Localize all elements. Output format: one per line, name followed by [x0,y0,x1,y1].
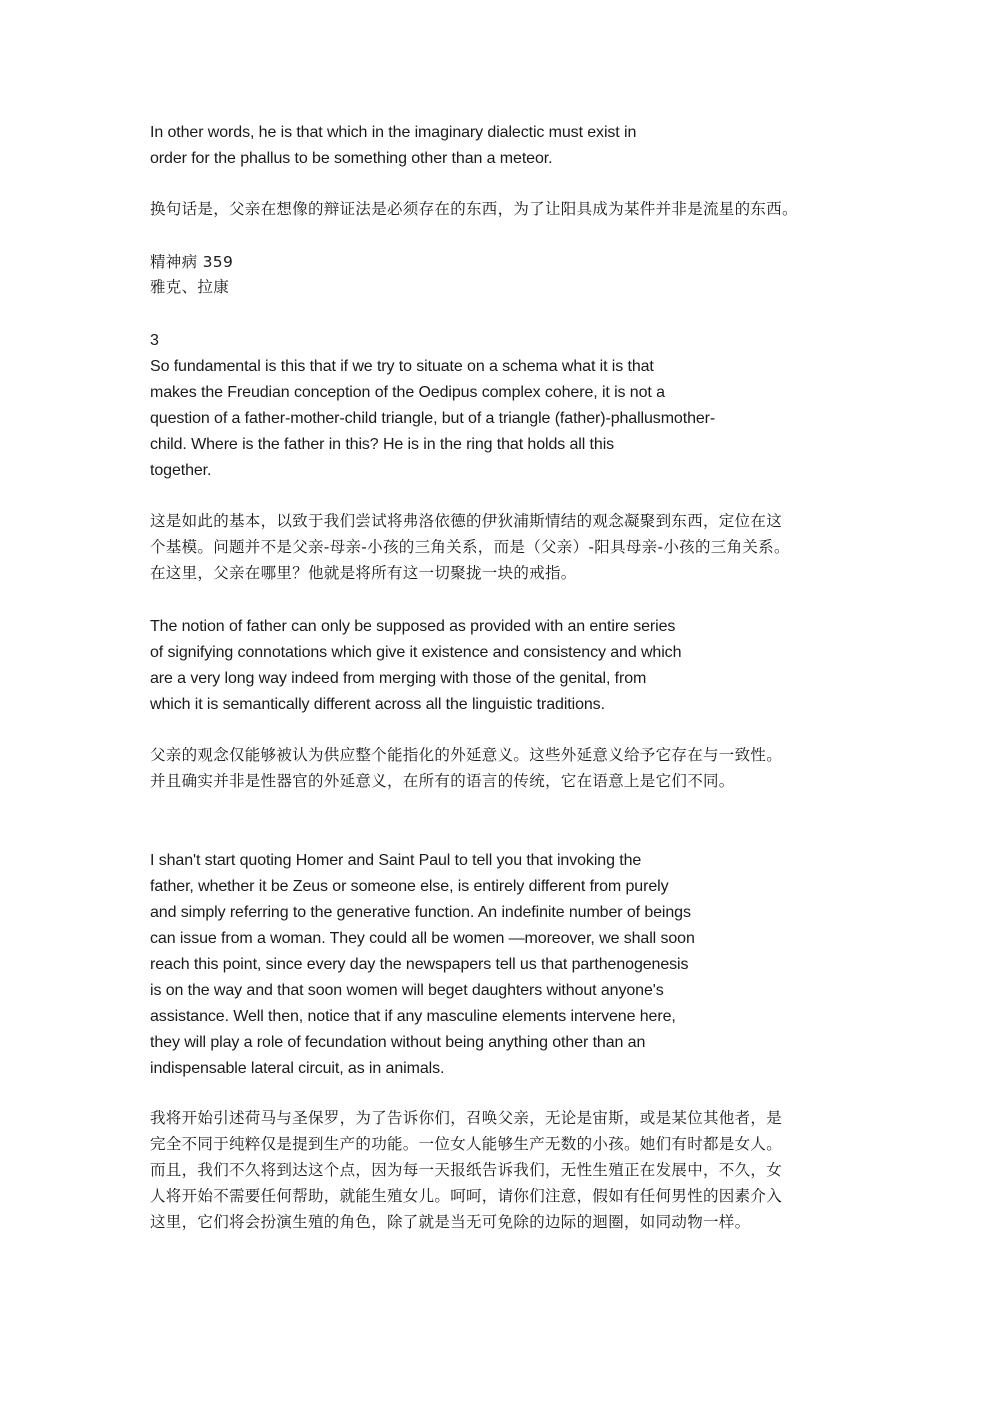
text-line: is on the way and that soon women will beget daughters without anyone's [150,982,664,999]
text-line: are a very long way indeed from merging with those of the genital, from [150,670,647,687]
text-line: question of a father-mother-child triangle, but of a triangle (father)-phallusmother- [150,410,716,427]
text-line: together. [150,462,212,479]
text-line: 父亲的观念仅能够被认为供应整个能指化的外延意义。这些外延意义给予它存在与一致性。 [150,746,783,764]
text-line: reach this point, since every day the newspapers tell us that parthenogenesis [150,956,689,973]
text-line: 个基模。问题并不是父亲-母亲-小孩的三角关系，而是（父亲）-阳具母亲-小孩的三角关系。 [150,538,790,556]
text-line: So fundamental is this that if we try to situate on a schema what it is that [150,358,654,375]
text-line: 换句话是，父亲在想像的辩证法是必须存在的东西，为了让阳具成为某件并非是流星的东西。 [150,200,798,218]
text-line: 这是如此的基本，以致于我们尝试将弗洛依德的伊狄浦斯情结的观念凝聚到东西，定位在这 [150,512,783,530]
text-line: they will play a role of fecundation without being anything other than an [150,1034,646,1051]
header-author: 雅克、拉康 [150,278,230,296]
text-line: indispensable lateral circuit, as in animals. [150,1060,445,1077]
header-title-page-number: 精神病 359 [150,253,234,271]
text-line: 人将开始不需要任何帮助，就能生殖女儿。呵呵，请你们注意，假如有任何男性的因素介入 [150,1187,783,1205]
text-line: father, whether it be Zeus or someone else, is entirely different from purely [150,878,669,895]
text-line: 完全不同于纯粹仅是提到生产的功能。一位女人能够生产无数的小孩。她们有时都是女人。 [150,1135,783,1153]
text-line: 而且，我们不久将到达这个点，因为每一天报纸告诉我们，无性生殖正在发展中，不久，女 [150,1161,783,1179]
text-line: of signifying connotations which give it existence and consistency and which [150,644,682,661]
text-line: makes the Freudian conception of the Oedipus complex cohere, it is not a [150,384,665,401]
text-line: 这里，它们将会扮演生殖的角色，除了就是当无可免除的边际的迴圈，如同动物一样。 [150,1213,751,1231]
text-line: order for the phallus to be something other than a meteor. [150,150,553,167]
text-line: I shan't start quoting Homer and Saint Paul to tell you that invoking the [150,852,642,869]
text-line: and simply referring to the generative function. An indefinite number of beings [150,904,691,921]
text-line: The notion of father can only be supposed as provided with an entire series [150,618,676,635]
text-line: assistance. Well then, notice that if any masculine elements intervene here, [150,1008,676,1025]
text-line: which it is semantically different across all the linguistic traditions. [150,696,605,713]
text-line: 并且确实并非是性器官的外延意义，在所有的语言的传统，它在语意上是它们不同。 [150,772,735,790]
text-line: 在这里，父亲在哪里？他就是将所有这一切聚拢一块的戒指。 [150,564,577,582]
text-line: child. Where is the father in this? He is in the ring that holds all this [150,436,615,453]
text-line: 我将开始引述荷马与圣保罗，为了告诉你们，召唤父亲，无论是宙斯，或是某位其他者，是 [150,1109,783,1127]
text-line: In other words, he is that which in the imaginary dialectic must exist in [150,124,637,141]
text-line: can issue from a woman. They could all be women —moreover, we shall soon [150,930,695,947]
section-number: 3 [150,332,159,349]
